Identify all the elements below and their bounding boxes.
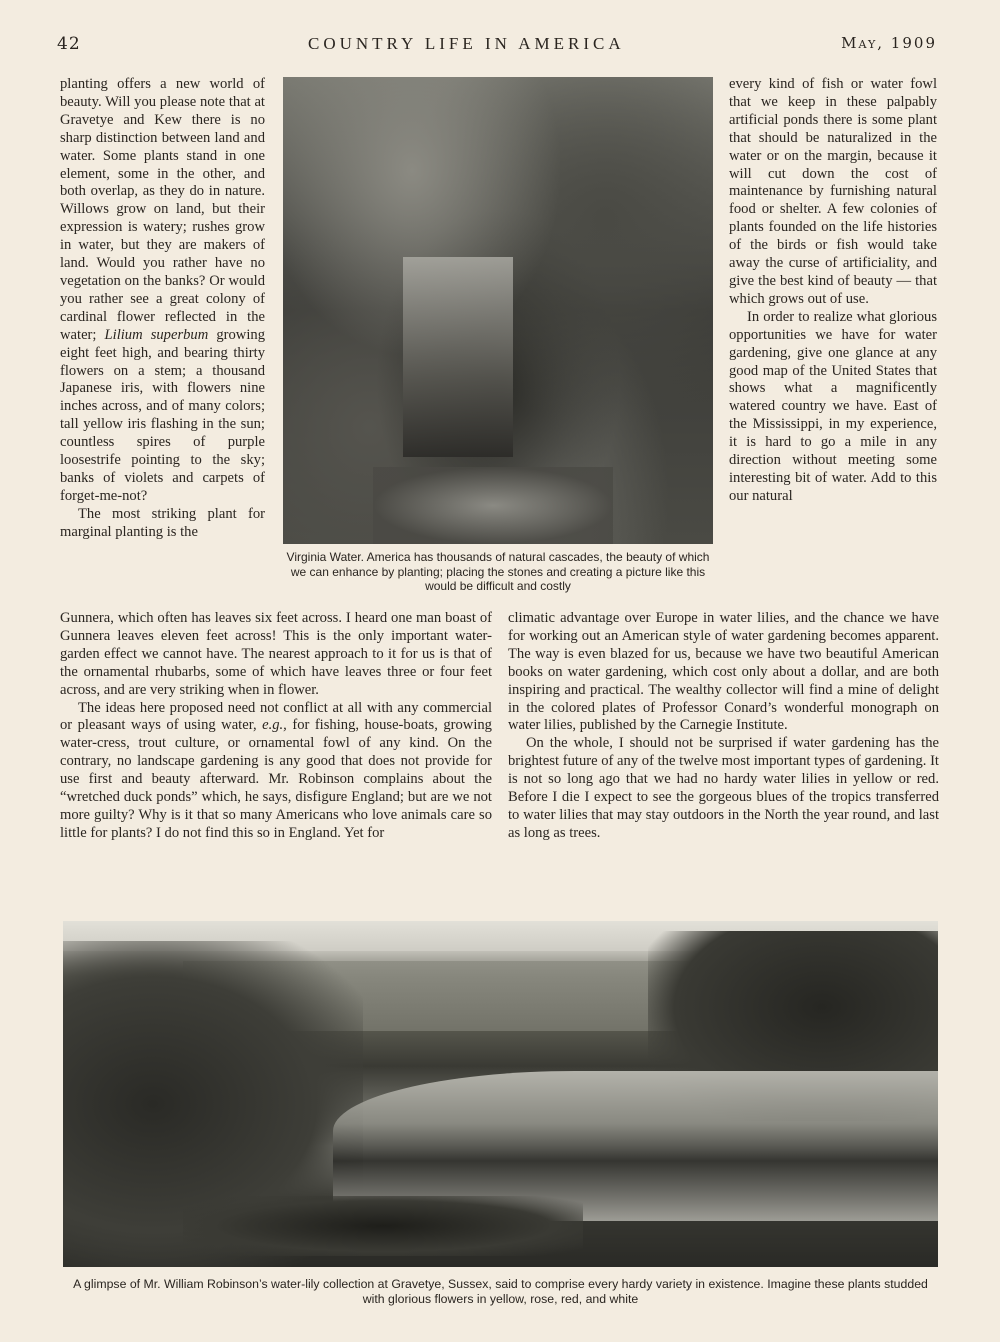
left-column bbox=[60, 76, 265, 542]
wide-left-column bbox=[60, 610, 492, 843]
paragraph: In order to realize what glorious opportunities we have for water gardening, give one glance at any good map of the United States that shows what a magnificently watered country we have. East of the Mississippi, in my experience, it is hard to go a mile in any direction without meeting some interesting bit of water. Add to this our natural bbox=[729, 308, 937, 504]
cascade-shape bbox=[403, 257, 513, 457]
gravetye-pond-photo bbox=[63, 921, 938, 1267]
lily-pads-shape bbox=[183, 1196, 583, 1256]
paragraph: The most striking plant for marginal planting is the bbox=[60, 505, 265, 540]
italic-term: Lilium superbum bbox=[104, 326, 209, 343]
bottom-photo-caption: A glimpse of Mr. William Robinson’s water-lily collection at Gravetye, Sussex, said to comprise every hardy variety in existence. Imagine these plants studded with glorious flowers in yellow, rose, red, and white bbox=[73, 1277, 928, 1306]
magazine-title: COUNTRY LIFE IN AMERICA bbox=[308, 34, 625, 53]
stream-shape bbox=[373, 467, 613, 544]
issue-date: May, 1909 bbox=[841, 34, 937, 52]
paragraph: every kind of fish or water fowl that we keep in these palpably artificial ponds there is some plant that should be naturalized in the water or on the margin, because it will cut down the cost of maintenance by furnishing natural food or shelter. A few colonies of plants founded on the life histories of the birds or fish would take away the curse of artificiality, and give the best kind of beauty — that which grows out of use. bbox=[729, 76, 937, 307]
paragraph bbox=[60, 700, 492, 843]
right-column bbox=[729, 76, 937, 506]
paragraph: Gunnera, which often has leaves six feet across. I heard one man boast of Gunnera leaves eleven feet across! This is the only important water-garden effect we cannot have. The nearest approach to it for us is that of the ornamental rhubarbs, some of which have leaves three or four feet across, and are very striking when in flower. bbox=[60, 610, 492, 698]
wide-right-column bbox=[508, 610, 939, 843]
paragraph-text: planting offers a new world of beauty. Will you please note that at Gravetye and Kew there is no sharp distinction between land and water. Some plants stand in one element, some in the other, and both overlap, as they do in nature. Willows grow on land, but their expression is watery; rushes grow in water, but they are makers of land. Would you rather have no vegetation on the banks? Or would you rather see a great colony of cardinal flower reflected in the water; bbox=[60, 76, 265, 343]
page-header bbox=[0, 34, 1000, 58]
paragraph bbox=[60, 76, 265, 506]
virginia-water-photo bbox=[283, 77, 713, 544]
paragraph-text: The ideas here proposed need not conflict at all with any commercial or pleasant ways of using water, bbox=[60, 699, 492, 734]
paragraph-text: for fishing, house-boats, growing water-cress, trout culture, or ornamental fowl of any kind. On the contrary, no landscape gardening is any good that does not provide for use first and beauty afterward. Mr. Robinson complains about the “wretched duck ponds” which, he says, disfigure England; but are we not more guilty? Why is it that so many Americans who love animals care so little for plants? I do not find this so in England. Yet for bbox=[60, 717, 492, 841]
paragraph: climatic advantage over Europe in water lilies, and the chance we have for working out an American style of water gardening becomes apparent. The way is even blazed for us, because we have two beautiful American books on water gardening, which cost only about a dollar, and are both inspiring and practical. The wealthy collector will find a mine of delight in the colored plates of Professor Conard’s wonderful monograph on water lilies, published by the Carnegie Institute. bbox=[508, 610, 939, 734]
page-number: 42 bbox=[57, 34, 81, 54]
paragraph-text: growing eight feet high, and bearing thirty flowers on a stem; a thousand Japanese iris, with flowers nine inches across, and of many colors; tall yellow iris flashing in the sun; countless spires of purple loosestrife pointing to the sky; banks of violets and carpets of forget-me-not? bbox=[60, 326, 265, 504]
top-photo-caption: Virginia Water. America has thousands of natural cascades, the beauty of which we can enhance by planting; placing the stones and creating a picture like this would be difficult and costly bbox=[286, 550, 710, 593]
paragraph: On the whole, I should not be surprised if water gardening has the brightest future of any of the twelve most important types of gardening. It is not so long ago that we had no hardy water lilies in yellow or red. Before I die I expect to see the gorgeous blues of the tropics transferred to water lilies that may stay outdoors in the North the year round, and last as long as trees. bbox=[508, 735, 939, 841]
italic-term: e.g., bbox=[262, 717, 287, 734]
